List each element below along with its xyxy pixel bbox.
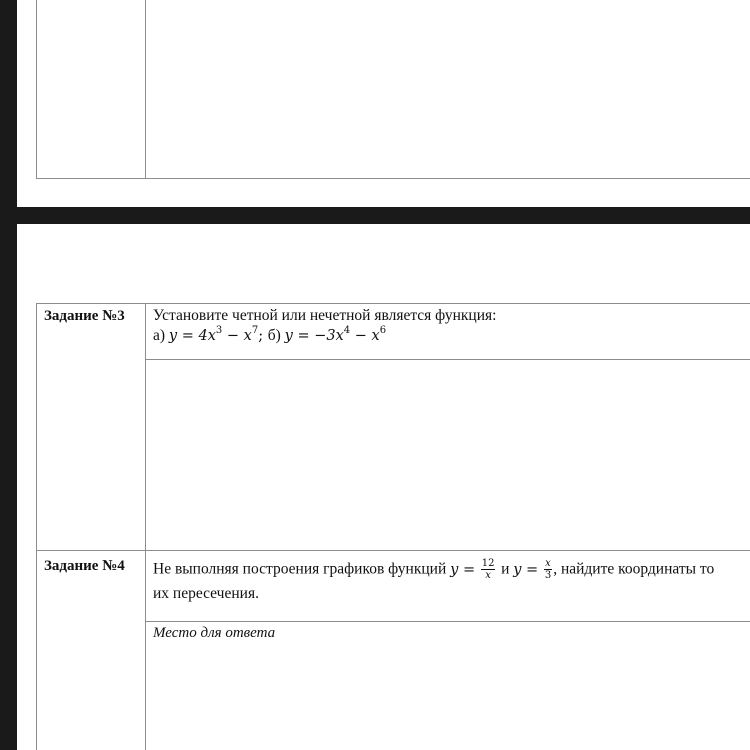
table-left-border	[36, 303, 37, 750]
answer-placeholder: Место для ответа	[153, 625, 276, 641]
table-bottom-border	[36, 178, 750, 179]
function1-formula: y = $\frac{12}{x}$	[450, 558, 495, 581]
task3-functions	[153, 325, 386, 347]
table-column-divider	[145, 0, 146, 179]
task3-instruction: Установите четной или нечетной является функция:	[153, 307, 497, 324]
part-a-marker: а)	[153, 327, 166, 344]
table-top-border	[36, 303, 750, 304]
task4-instruction: Не выполняя построения графиков функций y = $\frac{12}{x}$ и y = $\frac{x}{3}$ , найдите координаты то	[153, 558, 715, 581]
task3-label: Задание №3	[44, 308, 125, 324]
table-left-border	[36, 0, 37, 179]
part-b-marker: б)	[267, 327, 281, 344]
current-page	[17, 224, 750, 750]
part-b-formula: $y = -3x^4 - x^6$	[284, 325, 387, 344]
task4-instruction-line2: их пересечения.	[153, 585, 259, 602]
table-column-divider	[145, 303, 146, 750]
task-row-divider	[36, 550, 750, 551]
task4-label: Задание №4	[44, 558, 125, 574]
task4-answer-divider	[145, 621, 750, 622]
part-a-formula: $y = 4x^3 - x^7$;	[168, 325, 264, 344]
task3-answer-divider	[145, 359, 750, 360]
function2-formula: y = $\frac{x}{3}$	[513, 558, 552, 581]
previous-page	[17, 0, 750, 207]
